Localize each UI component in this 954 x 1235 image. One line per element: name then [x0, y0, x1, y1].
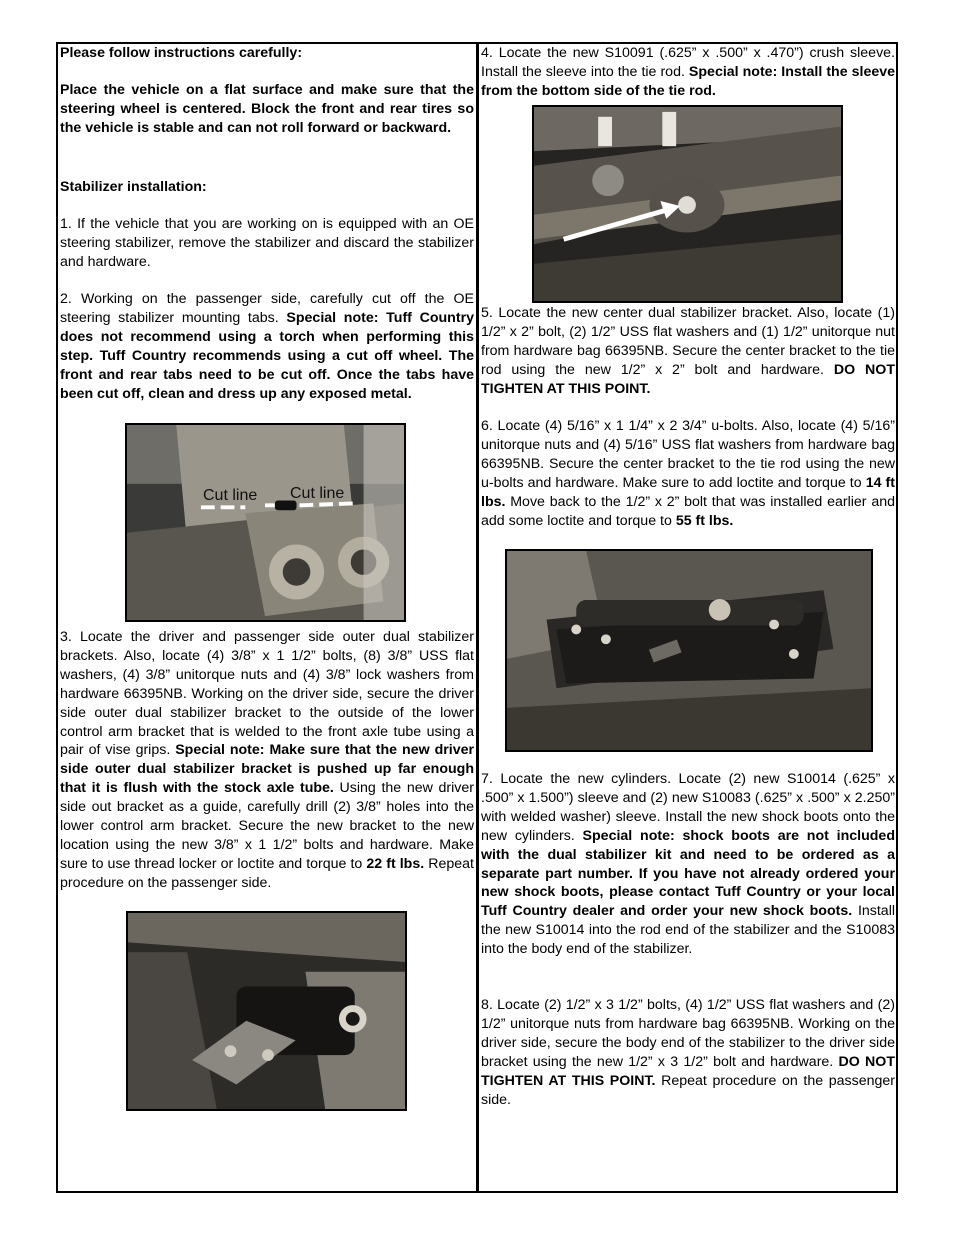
step-4: 4. Locate the new S10091 (.625” x .500” x .470”) crush sleeve. Install the sleeve into the tie rod. Special note: Install the sleeve from the bottom side of the tie rod. [481, 45, 896, 99]
step-7: 7. Locate the new cylinders. Locate (2) new S10014 (.625” x .500” x 1.500”) sleeve and (2) new S10083 (.625” x .500” x 2.250” with welded washer) sleeve. Install the new shock boots onto the new cylinders. Special note: shock boots are not included with the dual stabilizer kit and need to be ordered as a separate part number. If you have not already ordered your new shock boots, please contact Tuff Country or your local Tuff Country dealer and order your new shock boots. Install the new S10014 into the rod end of the stabilizer and the S10083 into the body end of the stabilizer. [481, 771, 896, 958]
step-6: 6. Locate (4) 5/16” x 1 1/4” x 2 3/4” u-bolts. Also, locate (4) 5/16” unitorque nuts and (4) 5/16” USS flat washers from hardware bag 66395NB. Secure the center bracket to the tie rod using the new u-bolts and hardware. Make sure to add loctite and torque to 14 ft lbs. Move back to the 1/2” x 2” bolt that was installed earlier and add some loctite and torque to 55 ft lbs. [481, 418, 896, 529]
step-3: 3. Locate the driver and passenger side outer dual stabilizer brackets. Also, locate (4) 3/8” x 1 1/2” bolts, (8) 3/8” USS flat washers, (4) 3/8” unitorque nuts and (4) 3/8” lock washers from hardware 66395NB. Working on the driver side, secure the driver side outer dual stabilizer bracket to the outside of the lower control arm bracket that is welded to the front axle tube using a pair of vise grips. Special note: Make sure that the new driver side outer dual stabilizer bracket is pushed up far enough that it is flush with the stock axle tube. Using the new driver side out bracket as a guide, carefully drill (2) 3/8” holes into the lower control arm bracket. Secure the new bracket to the new location using the new 3/8” x 1 1/2” bolts and hardware. Make sure to use thread locker or loctite and torque to 22 ft lbs. Repeat procedure on the passenger side. [60, 629, 474, 891]
cut-line-label: Cut line [203, 487, 258, 504]
photo-center-bracket [505, 549, 873, 752]
instructions-heading: Please follow instructions carefully: [60, 45, 303, 61]
photo-tie-rod-sleeve [532, 105, 843, 303]
intro-paragraph: Place the vehicle on a flat surface and make sure that the steering wheel is centered. Block the front and rear tires so the vehicle is stable and can not roll forward or backward. [60, 82, 474, 136]
step-2: 2. Working on the passenger side, carefully cut off the OE steering stabilizer mounting tabs. Special note: Tuff Country does not recommend using a torch when performing this step. Tuff Country recommends using a cut off wheel. The front and rear tabs need to be cut off. Once the tabs have been cut off, clean and dress up any exposed metal. [60, 291, 474, 402]
cut-line-label: Cut line [290, 485, 345, 502]
step-1: 1. If the vehicle that you are working on is equipped with an OE steering stabilizer, remove the stabilizer and discard the stabilizer and hardware. [60, 216, 474, 270]
right-column [478, 42, 898, 1193]
photo-cut-lines [125, 423, 406, 622]
step-8: 8. Locate (2) 1/2” x 3 1/2” bolts, (4) 1/2” USS flat washers and (2) 1/2” unitorque nuts from hardware bag 66395NB. Working on the driver side, secure the body end of the stabilizer to the driver side bracket using the new 1/2” x 3 1/2” bolt and hardware. DO NOT TIGHTEN AT THIS POINT. Repeat procedure on the passenger side. [481, 997, 895, 1108]
section-title: Stabilizer installation: [60, 179, 207, 195]
photo-outer-bracket [126, 911, 407, 1111]
step-5: 5. Locate the new center dual stabilizer bracket. Also, locate (1) 1/2” x 2” bolt, (2) 1/2” USS flat washers and (1) 1/2” unitorque nut from hardware bag 66395NB. Secure the center bracket to the tie rod using the new 1/2” x 2” bolt and hardware. DO NOT TIGHTEN AT THIS POINT. [481, 305, 895, 397]
left-column [56, 42, 478, 1193]
